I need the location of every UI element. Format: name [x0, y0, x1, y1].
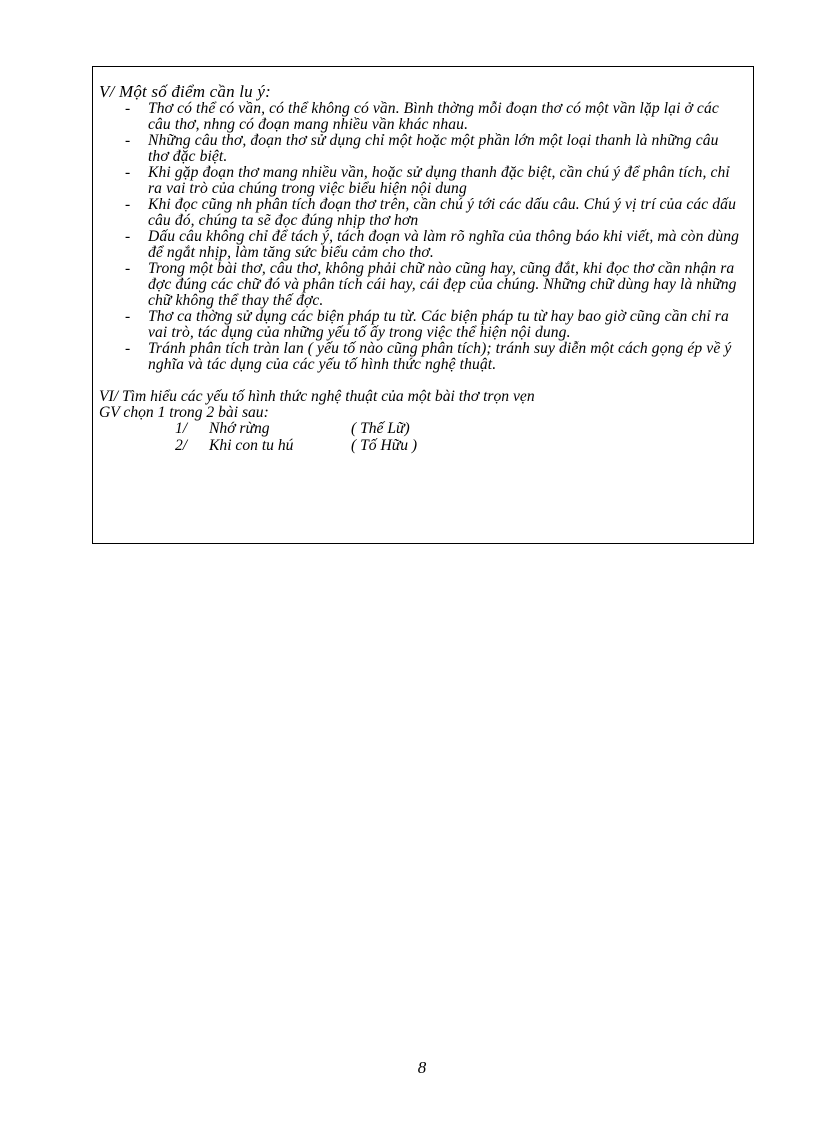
list-item-text: Tránh phân tích tràn lan ( yếu tố nào cũng phân tích); tránh suy diễn một cách gọng ép về ý nghĩa và tác dụng của các yếu tố hình thức nghệ thuật.	[148, 340, 732, 373]
section-6-heading: VI/ Tìm hiểu các yếu tố hình thức nghệ thuật của một bài thơ trọn vẹn	[99, 388, 535, 405]
list-item	[99, 261, 743, 309]
poem-item	[99, 438, 743, 455]
bullet-dash: -	[125, 228, 131, 245]
bullet-dash: -	[125, 340, 131, 357]
list-item	[99, 229, 743, 261]
poem-author: ( Tố Hữu )	[351, 437, 418, 454]
poem-author: ( Thế Lữ)	[351, 420, 410, 437]
list-item	[99, 101, 743, 133]
bullet-dash: -	[125, 260, 131, 277]
list-item-text: Trong một bài thơ, câu thơ, không phải chữ nào cũng hay, cũng đắt, khi đọc thơ cần nhận ra đợc đúng các chữ đó và phân tích cái hay, cái đẹp của chúng. Những chữ dùng hay là những chữ không thể thay thế đợc.	[148, 260, 737, 309]
bullet-dash: -	[125, 132, 131, 149]
bullet-dash: -	[125, 308, 131, 325]
poem-title: Nhớ rừng	[209, 420, 270, 437]
poem-number: 1/	[175, 420, 188, 437]
list-item-text: Khi gặp đoạn thơ mang nhiều vần, hoặc sử dụng thanh đặc biệt, cần chú ý để phân tích, chỉ ra vai trò của chúng trong việc biểu hiện nội dung	[148, 164, 730, 197]
content-box	[92, 66, 754, 544]
section-6	[99, 389, 743, 455]
bullet-dash: -	[125, 164, 131, 181]
poem-item	[99, 421, 743, 438]
list-item	[99, 341, 743, 373]
notes-list	[99, 101, 743, 373]
list-item	[99, 197, 743, 229]
list-item	[99, 133, 743, 165]
poem-list	[99, 421, 743, 455]
poem-number: 2/	[175, 437, 188, 454]
list-item-text: Thơ có thể có vần, có thể không có vần. Bình thờng mỗi đoạn thơ có một vần lặp lại ở các câu thơ, nhng có đoạn mang nhiều vần khác nhau.	[148, 100, 719, 133]
list-item-text: Dấu câu không chỉ để tách ý, tách đoạn và làm rõ nghĩa của thông báo khi viết, mà còn dùng để ngắt nhịp, làm tăng sức biểu cảm cho thơ.	[148, 228, 740, 261]
list-item	[99, 165, 743, 197]
list-item-text: Khi đọc cũng nh phân tích đoạn thơ trên, cần chú ý tới các dấu câu. Chú ý vị trí của các dấu câu đó, chúng ta sẽ đọc đúng nhịp thơ hơn	[148, 196, 736, 229]
poem-title: Khi con tu hú	[209, 437, 294, 454]
section-6-instruction: GV chọn 1 trong 2 bài sau:	[99, 404, 269, 421]
list-item-text: Những câu thơ, đoạn thơ sử dụng chỉ một hoặc một phần lớn một loại thanh là những câu thơ đặc biệt.	[148, 132, 719, 165]
list-item-text: Thơ ca thờng sử dụng các biện pháp tu từ. Các biện pháp tu từ hay bao giờ cũng cần chỉ ra vai trò, tác dụng của những yếu tố ấy trong việc thể hiện nội dung.	[148, 308, 729, 341]
section-5-heading: V/ Một số điểm cần lu ý:	[99, 82, 271, 101]
bullet-dash: -	[125, 196, 131, 213]
bullet-dash: -	[125, 100, 131, 117]
list-item	[99, 309, 743, 341]
page-number: 8	[417, 1058, 427, 1077]
